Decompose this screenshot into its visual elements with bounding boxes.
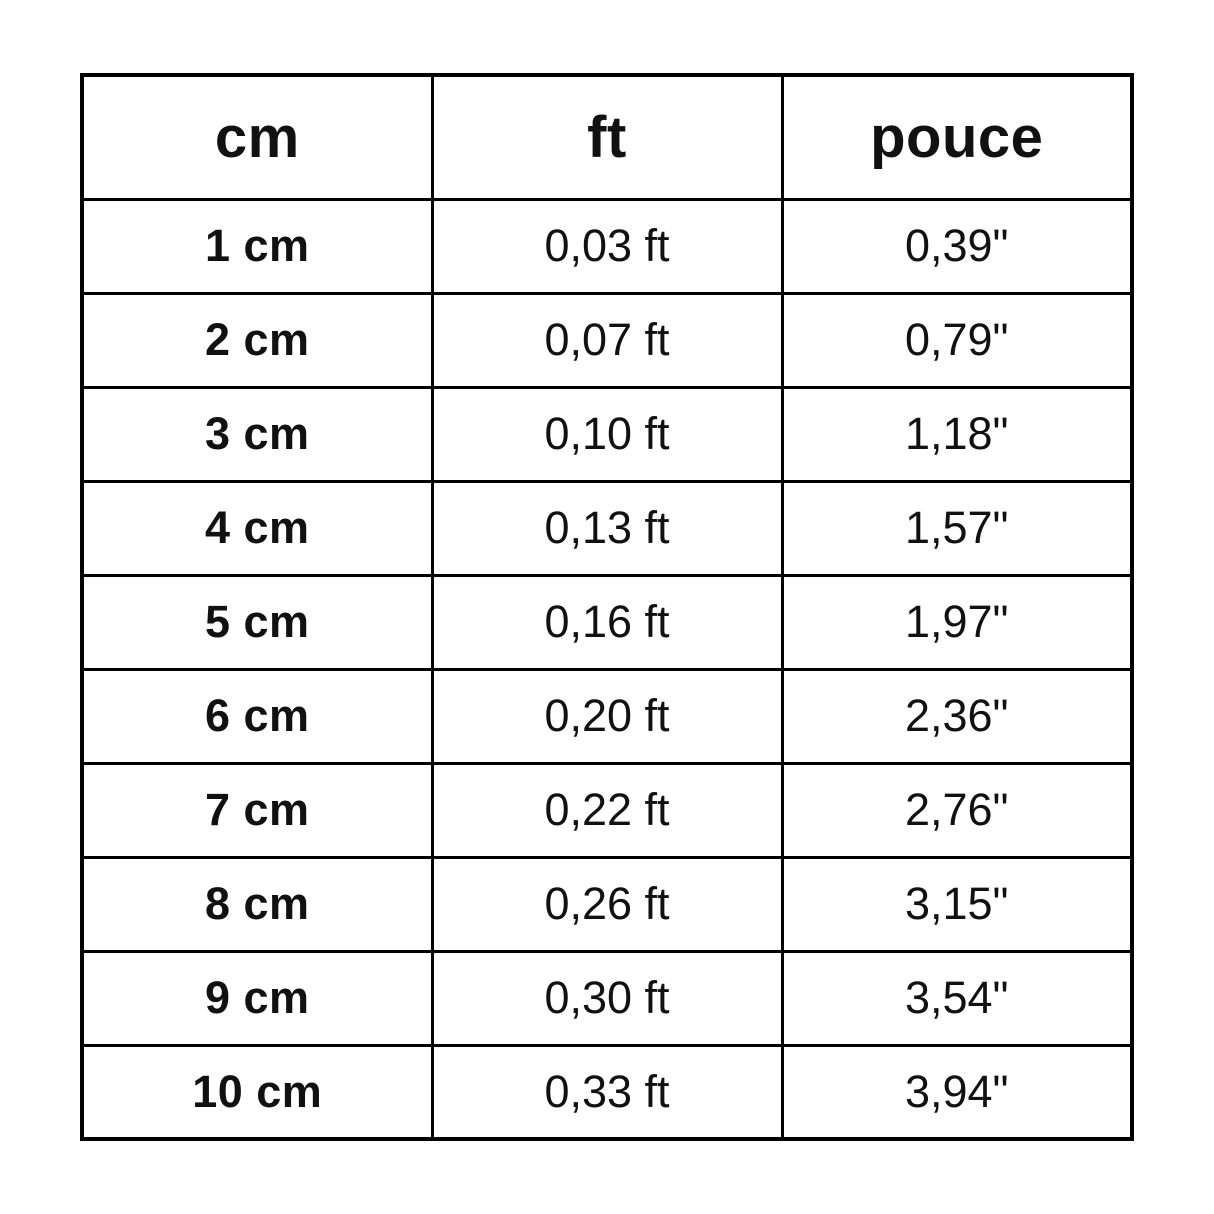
cell-cm: 3 cm (82, 387, 432, 481)
cell-pouce: 1,18" (782, 387, 1132, 481)
table-row (82, 1045, 1132, 1139)
cm-ft-pouce-conversion-table (80, 73, 1134, 1141)
cell-ft: 0,13 ft (432, 481, 782, 575)
column-header-pouce: pouce (782, 75, 1132, 199)
table-row (82, 293, 1132, 387)
header-row (82, 75, 1132, 199)
cell-ft: 0,20 ft (432, 669, 782, 763)
cell-ft: 0,10 ft (432, 387, 782, 481)
cell-pouce: 2,76" (782, 763, 1132, 857)
cell-pouce: 1,97" (782, 575, 1132, 669)
cell-ft: 0,33 ft (432, 1045, 782, 1139)
cell-cm: 6 cm (82, 669, 432, 763)
cell-cm: 8 cm (82, 857, 432, 951)
cell-ft: 0,16 ft (432, 575, 782, 669)
table-row (82, 387, 1132, 481)
cell-pouce: 2,36" (782, 669, 1132, 763)
column-header-ft: ft (432, 75, 782, 199)
cell-pouce: 0,39" (782, 199, 1132, 293)
cell-pouce: 3,94" (782, 1045, 1132, 1139)
table-row (82, 763, 1132, 857)
cell-ft: 0,22 ft (432, 763, 782, 857)
table-header (82, 75, 1132, 199)
cell-ft: 0,30 ft (432, 951, 782, 1045)
cell-cm: 2 cm (82, 293, 432, 387)
table-row (82, 199, 1132, 293)
cell-cm: 4 cm (82, 481, 432, 575)
cell-cm: 5 cm (82, 575, 432, 669)
cell-cm: 10 cm (82, 1045, 432, 1139)
table-row (82, 669, 1132, 763)
table-row (82, 951, 1132, 1045)
table-body (82, 199, 1132, 1139)
cell-cm: 7 cm (82, 763, 432, 857)
cell-pouce: 0,79" (782, 293, 1132, 387)
cell-ft: 0,07 ft (432, 293, 782, 387)
cell-cm: 9 cm (82, 951, 432, 1045)
column-header-cm: cm (82, 75, 432, 199)
cell-pouce: 1,57" (782, 481, 1132, 575)
conversion-table-container (80, 73, 1134, 1137)
cell-pouce: 3,15" (782, 857, 1132, 951)
table-row (82, 481, 1132, 575)
cell-ft: 0,03 ft (432, 199, 782, 293)
cell-pouce: 3,54" (782, 951, 1132, 1045)
table-row (82, 575, 1132, 669)
table-row (82, 857, 1132, 951)
cell-ft: 0,26 ft (432, 857, 782, 951)
cell-cm: 1 cm (82, 199, 432, 293)
